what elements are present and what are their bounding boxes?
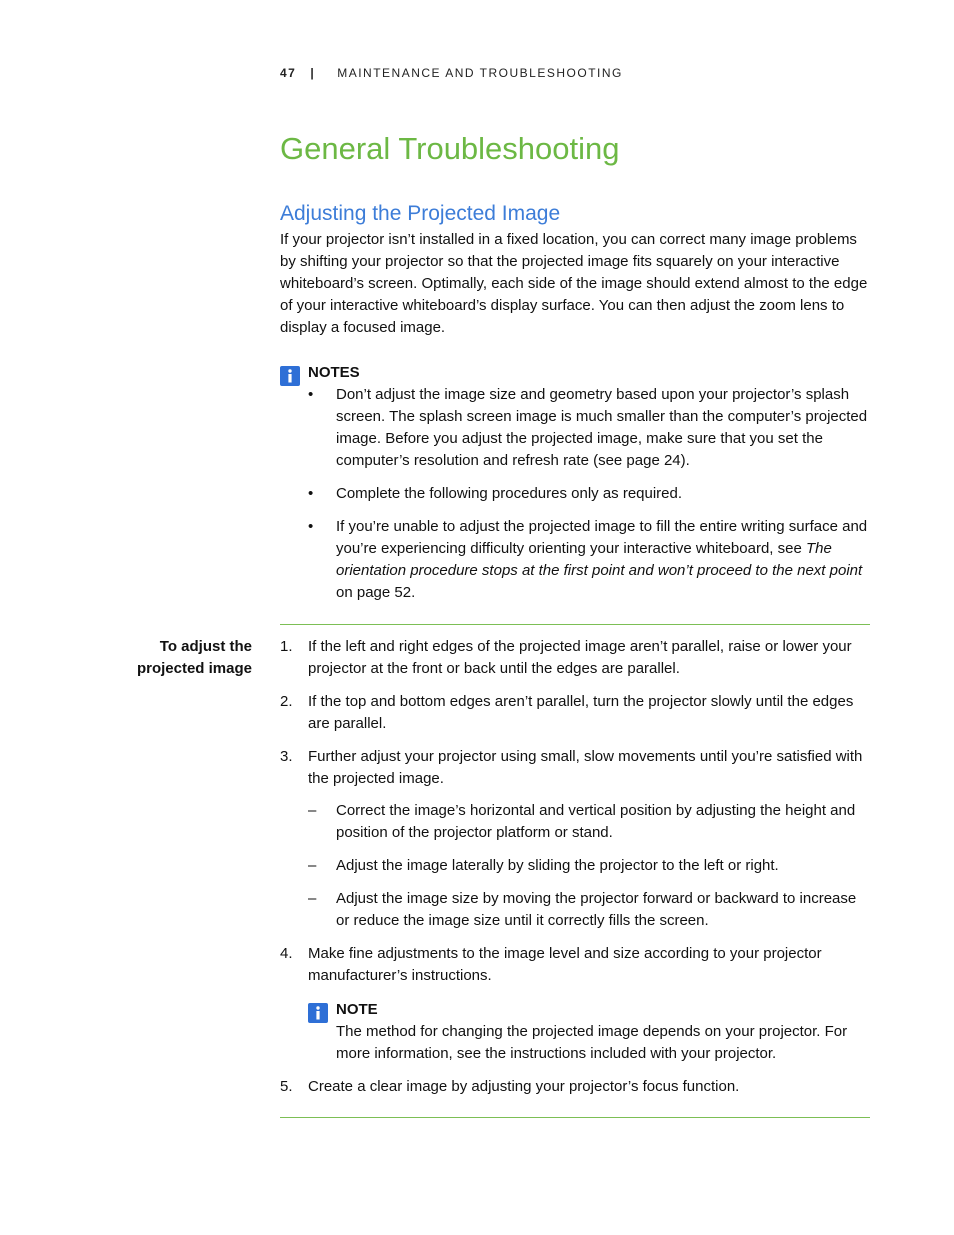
substep-text: Adjust the image laterally by sliding the projector to the left or right. — [336, 857, 779, 874]
note-item-text: Don’t adjust the image size and geometry based upon your projector’s splash screen. The splash screen image is much smaller than the computer’s projected image. Before you adjust the projected image, make sure that you set the computer’s resolution and refresh rate (see page 24). — [336, 386, 868, 469]
substeps-list — [308, 800, 870, 932]
note-item-text: Complete the following procedures only as required. — [336, 485, 683, 502]
step-number: 4. — [280, 945, 293, 962]
header-separator: | — [310, 66, 316, 80]
procedure-label: To adjust the projected image — [136, 638, 252, 677]
dash-mark: – — [308, 802, 317, 819]
page-title: General Troubleshooting — [280, 131, 620, 166]
bullet-mark: • — [308, 485, 314, 502]
divider-bottom — [280, 1117, 870, 1118]
note-item-text-before: If you’re unable to adjust the projected image to fill the entire writing surface and you’re experiencing difficulty orienting your interactive whiteboard, see — [336, 518, 868, 557]
note-heading — [308, 999, 870, 1021]
info-icon — [308, 1003, 328, 1023]
chapter-title: MAINTENANCE AND TROUBLESHOOTING — [337, 66, 623, 80]
step-1 — [280, 636, 870, 680]
running-header — [280, 66, 623, 80]
step-text: Further adjust your projector using small, slow movements until you’re satisfied with the projected image. — [308, 748, 863, 787]
cross-reference-link[interactable]: The orientation procedure stops at the first point and won’t proceed to the next point — [336, 540, 863, 579]
info-icon — [280, 366, 300, 386]
step-5 — [280, 1076, 870, 1098]
step-3 — [280, 746, 870, 932]
section-title: Adjusting the Projected Image — [280, 202, 561, 225]
dash-mark: – — [308, 890, 317, 907]
list-item — [280, 483, 870, 505]
step-note — [308, 999, 870, 1065]
step-2 — [280, 691, 870, 735]
step-number: 5. — [280, 1078, 293, 1095]
substep-text: Correct the image’s horizontal and vertical position by adjusting the height and position of the projector platform or stand. — [336, 802, 856, 841]
note-item-text — [336, 518, 867, 601]
bullet-mark: • — [308, 518, 314, 535]
step-text: If the left and right edges of the projected image aren’t parallel, raise or lower your projector at the front or back until the edges are parallel. — [308, 638, 852, 677]
procedure-steps — [280, 636, 870, 1109]
notes-list — [280, 384, 870, 604]
substep-text: Adjust the image size by moving the projector forward or backward to increase or reduce the image size until it correctly fills the screen. — [336, 890, 857, 929]
step-number: 1. — [280, 638, 293, 655]
list-item — [280, 384, 870, 472]
step-number: 2. — [280, 693, 293, 710]
notes-title: NOTES — [308, 364, 360, 381]
step-4 — [280, 943, 870, 1065]
divider-top — [280, 624, 870, 625]
notes-block — [280, 362, 870, 615]
note-item-text-after: on page 52. — [336, 584, 416, 601]
notes-heading — [280, 362, 870, 384]
list-item — [280, 516, 870, 604]
list-item — [308, 855, 870, 877]
step-text: If the top and bottom edges aren’t parallel, turn the projector slowly until the edges are parallel. — [308, 693, 854, 732]
step-text: Create a clear image by adjusting your projector’s focus function. — [308, 1078, 740, 1095]
list-item — [308, 800, 870, 844]
list-item — [308, 888, 870, 932]
dash-mark: – — [308, 857, 317, 874]
page-number: 47 — [280, 66, 297, 80]
bullet-mark: • — [308, 386, 314, 403]
note-text: The method for changing the projected image depends on your projector. For more information, see the instructions included with your projector. — [336, 1023, 848, 1062]
step-number: 3. — [280, 748, 293, 765]
note-title: NOTE — [336, 1001, 378, 1018]
step-text: Make fine adjustments to the image level and size according to your projector manufacturer’s instructions. — [308, 945, 822, 984]
intro-paragraph: If your projector isn’t installed in a fixed location, you can correct many image problems by shifting your projector so that the projected image fits squarely on your interactive whiteboard’s screen. Optimally, each side of the image should extend almost to the edge of your interactive whiteboard’s display surface. You can then adjust the zoom lens to display a focused image. — [280, 231, 868, 336]
